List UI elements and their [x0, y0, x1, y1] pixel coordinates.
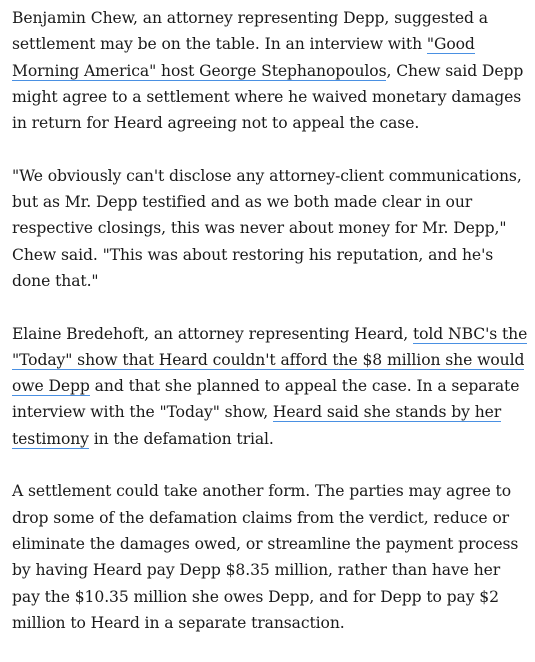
good-morning-america-link[interactable]: "Good Morning America" host George Stephanopoulos — [12, 35, 475, 80]
today-show-link[interactable]: told NBC's the "Today" show that Heard couldn't afford the $8 million she would owe Depp — [12, 324, 528, 396]
paragraph-1 — [12, 5, 532, 136]
paragraph-2 — [12, 163, 532, 294]
paragraph-4 — [12, 478, 532, 636]
paragraph-3 — [12, 321, 532, 452]
paragraph-text: "We obviously can't disclose any attorney-client communications, but as Mr. Depp testified and as we both made clear in our respective closings, this was never about money for Mr. Depp," Chew said. "This was about restoring his reputation, and he's done that." — [12, 166, 522, 290]
article-body — [12, 5, 532, 662]
paragraph-text: in the defamation trial. — [88, 429, 274, 448]
paragraph-text: and that she planned to appeal the case. In a separate interview with the "Today" show, — [12, 377, 520, 422]
paragraph-text: , Chew said Depp might agree to a settlement where he waived monetary damages in return for Heard agreeing not to appeal the case. — [12, 61, 524, 133]
paragraph-text: A settlement could take another form. The parties may agree to drop some of the defamation claims from the verdict, reduce or eliminate the damages owed, or streamline the payment process by having Heard pay Depp $8.35 million, rather than have her pay the $10.35 million she owes Depp, and for Depp to pay $2 million to Heard in a separate transaction. — [12, 482, 519, 632]
heard-testimony-link[interactable]: Heard said she stands by her testimony — [12, 403, 502, 448]
paragraph-text: Benjamin Chew, an attorney representing Depp, suggested a settlement may be on the table. In an interview with — [12, 9, 488, 54]
paragraph-text: Elaine Bredehoft, an attorney representing Heard, — [12, 324, 413, 343]
